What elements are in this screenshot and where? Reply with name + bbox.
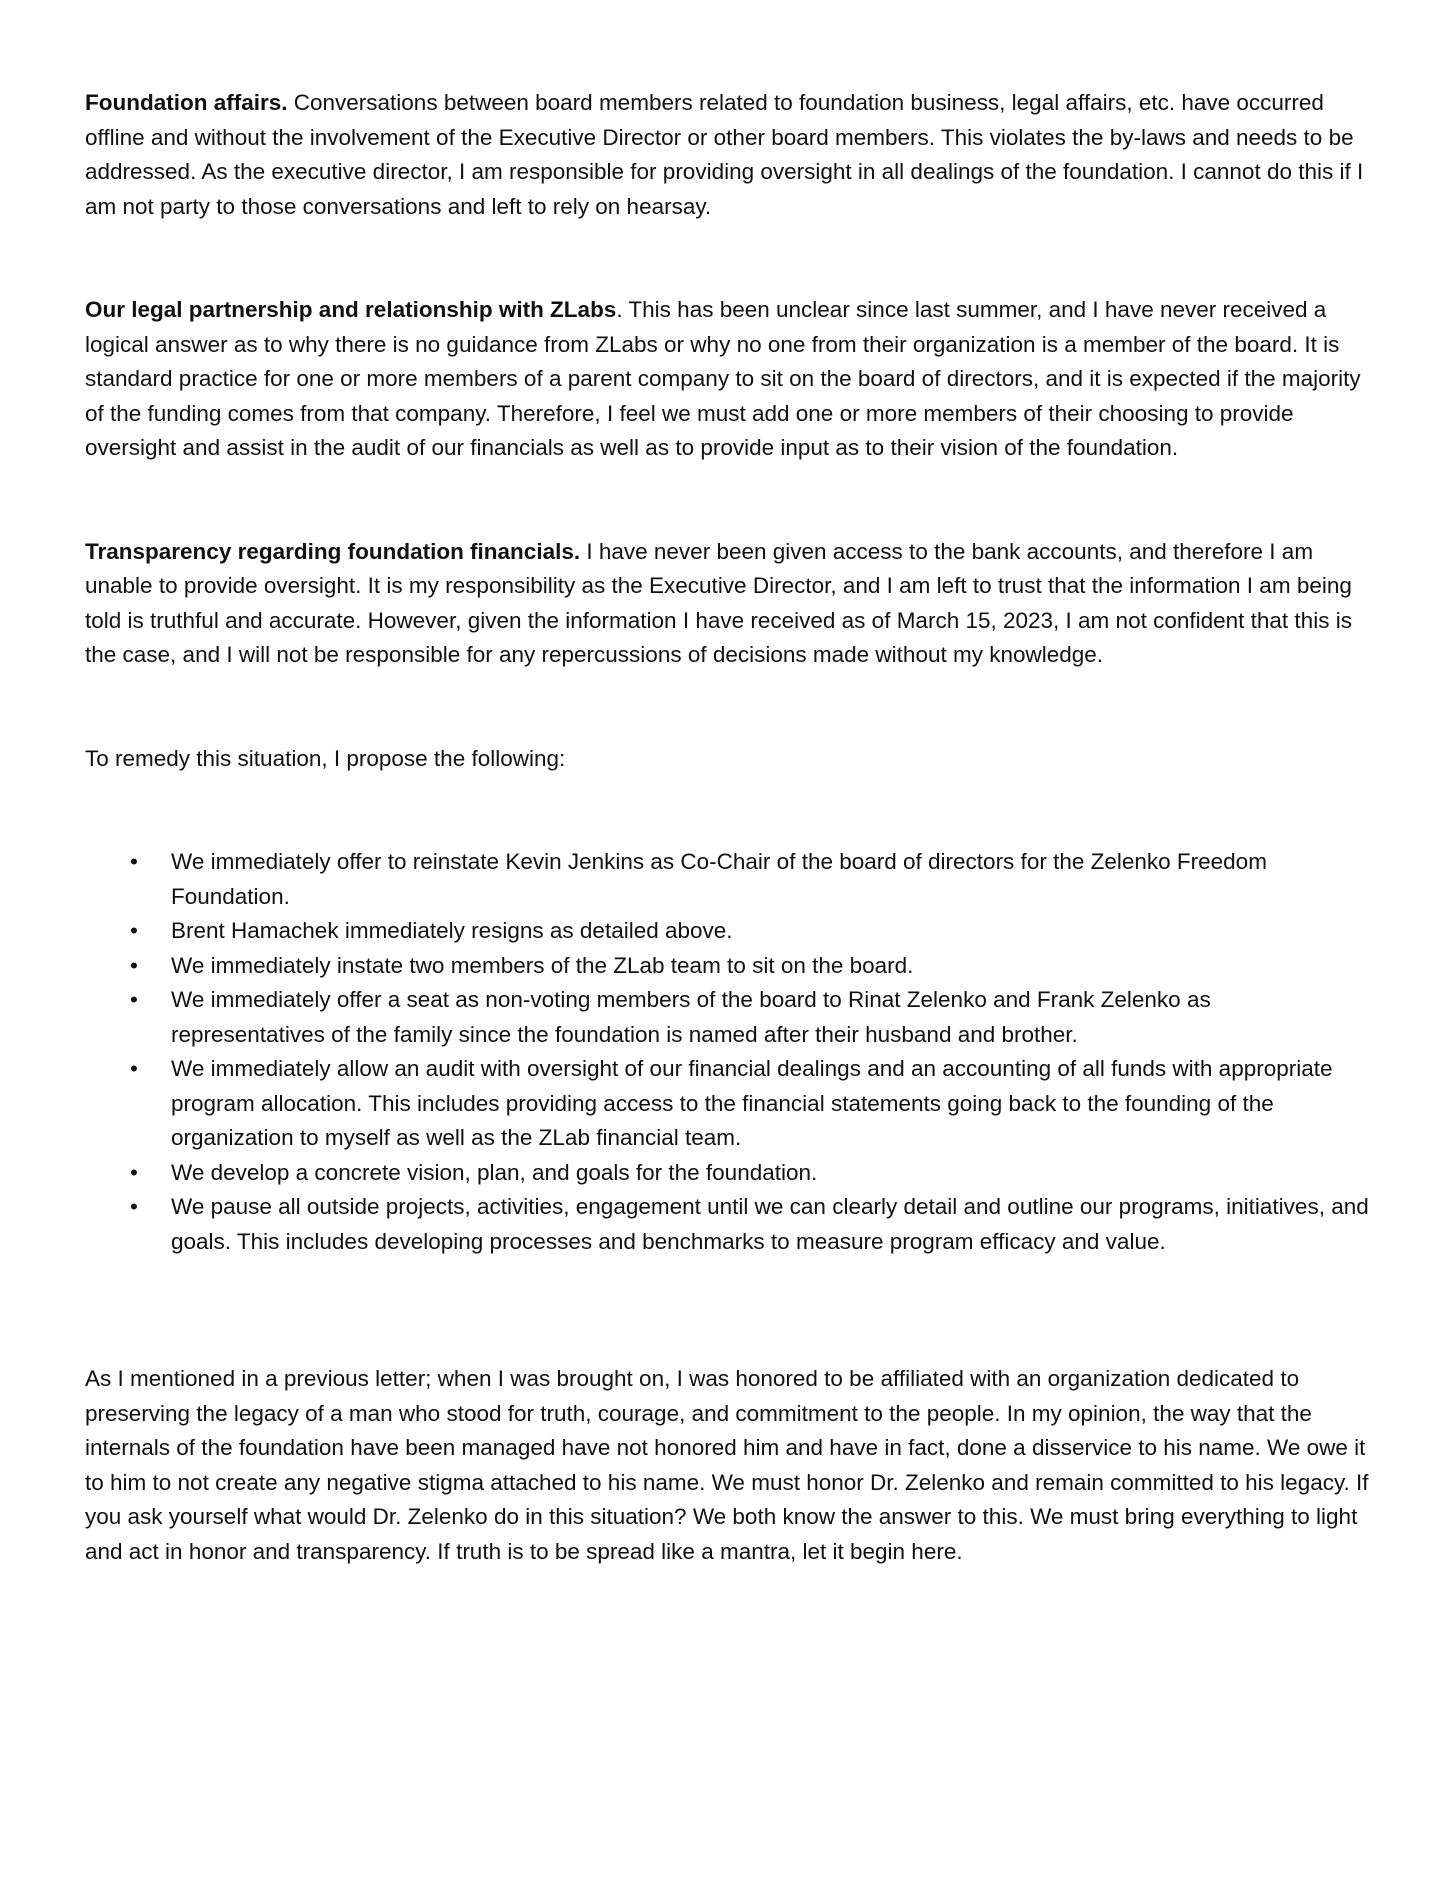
paragraph-body: . This has been unclear since last summer, and I have never received a logical answer as to why there is no guidance from ZLabs or why no one from their organization is a member of the board. It is standard practice for one or more members of a parent company to sit on the board of directors, and it is expected if the majority of the funding comes from that company. Therefore, I feel we must add one or more members of their choosing to provide oversight and assist in the audit of our financials as well as to provide input as to their vision of the foundation. bbox=[85, 297, 1361, 460]
proposal-text: We immediately allow an audit with oversight of our financial dealings and an accounting of all funds with appropriate program allocation. This includes providing access to the financial statements going back to the founding of the organization to myself as well as the ZLab financial team. bbox=[171, 1056, 1333, 1150]
proposal-text: We immediately offer a seat as non-voting members of the board to Rinat Zelenko and Frank Zelenko as representatives of the family since the foundation is named after their husband and brother. bbox=[171, 987, 1211, 1047]
proposal-item bbox=[85, 949, 1370, 984]
document-page bbox=[85, 86, 1370, 1569]
paragraph-intro: To remedy this situation, I propose the following: bbox=[85, 745, 566, 771]
bullet-icon: • bbox=[130, 1194, 138, 1219]
bullet-icon: • bbox=[130, 987, 138, 1012]
bullet-icon: • bbox=[130, 918, 138, 943]
proposal-text: We develop a concrete vision, plan, and goals for the foundation. bbox=[171, 1159, 818, 1185]
proposal-item bbox=[85, 983, 1370, 1052]
paragraph-heading: Our legal partnership and relationship with ZLabs bbox=[85, 297, 617, 322]
proposal-text: We pause all outside projects, activities, engagement until we can clearly detail and outline our programs, initiatives, and goals. This includes developing processes and benchmarks to measure program efficacy and value. bbox=[171, 1194, 1369, 1254]
paragraph-foundation-affairs bbox=[85, 86, 1370, 224]
proposal-text: Brent Hamachek immediately resigns as detailed above. bbox=[171, 918, 733, 943]
paragraph-transparency-financials bbox=[85, 535, 1370, 673]
spacer bbox=[85, 673, 1370, 742]
bullet-icon: • bbox=[130, 952, 138, 978]
proposal-item bbox=[85, 1190, 1370, 1259]
proposal-item bbox=[85, 1052, 1370, 1156]
spacer bbox=[85, 466, 1370, 535]
bullet-icon: • bbox=[130, 1056, 138, 1081]
spacer bbox=[85, 224, 1370, 293]
proposal-item bbox=[85, 845, 1370, 914]
proposal-text: We immediately offer to reinstate Kevin Jenkins as Co-Chair of the board of directors for the Zelenko Freedom Foundation. bbox=[171, 849, 1267, 909]
proposal-item bbox=[85, 914, 1370, 949]
bullet-icon: • bbox=[130, 1159, 138, 1185]
proposal-text: We immediately instate two members of the ZLab team to sit on the board. bbox=[171, 952, 914, 978]
bullet-icon: • bbox=[130, 849, 138, 874]
paragraph-closing: As I mentioned in a previous letter; when I was brought on, I was honored to be affiliated with an organization dedicated to preserving the legacy of a man who stood for truth, courage, and commitment to the people. In my opinion, the way that the internals of the foundation have been managed have not honored him and have in fact, done a disservice to his name. We owe it to him to not create any negative stigma attached to his name. We must honor Dr. Zelenko and remain committed to his legacy. If you ask yourself what would Dr. Zelenko do in this situation? We both know the answer to this. We must bring everything to light and act in honor and transparency. If truth is to be spread like a mantra, let it begin here. bbox=[85, 1366, 1369, 1564]
paragraph-body: Conversations between board members related to foundation business, legal affairs, etc. have occurred offline and without the involvement of the Executive Director or other board members. This violates the by-laws and needs to be addressed. As the executive director, I am responsible for providing oversight in all dealings of the foundation. I cannot do this if I am not party to those conversations and left to rely on hearsay. bbox=[85, 90, 1364, 219]
spacer bbox=[85, 1259, 1370, 1362]
paragraph-heading: Foundation affairs. bbox=[85, 90, 288, 115]
paragraph-body: I have never been given access to the bank accounts, and therefore I am unable to provide oversight. It is my responsibility as the Executive Director, and I am left to trust that the information I am being told is truthful and accurate. However, given the information I have received as of March 15, 2023, I am not confident that this is the case, and I will not be responsible for any repercussions of decisions made without my knowledge. bbox=[85, 538, 1352, 667]
spacer bbox=[85, 776, 1370, 845]
proposal-item bbox=[85, 1156, 1370, 1191]
paragraph-zlabs-partnership bbox=[85, 293, 1370, 466]
paragraph-heading: Transparency regarding foundation financials. bbox=[85, 538, 581, 564]
proposal-list bbox=[85, 845, 1370, 1259]
